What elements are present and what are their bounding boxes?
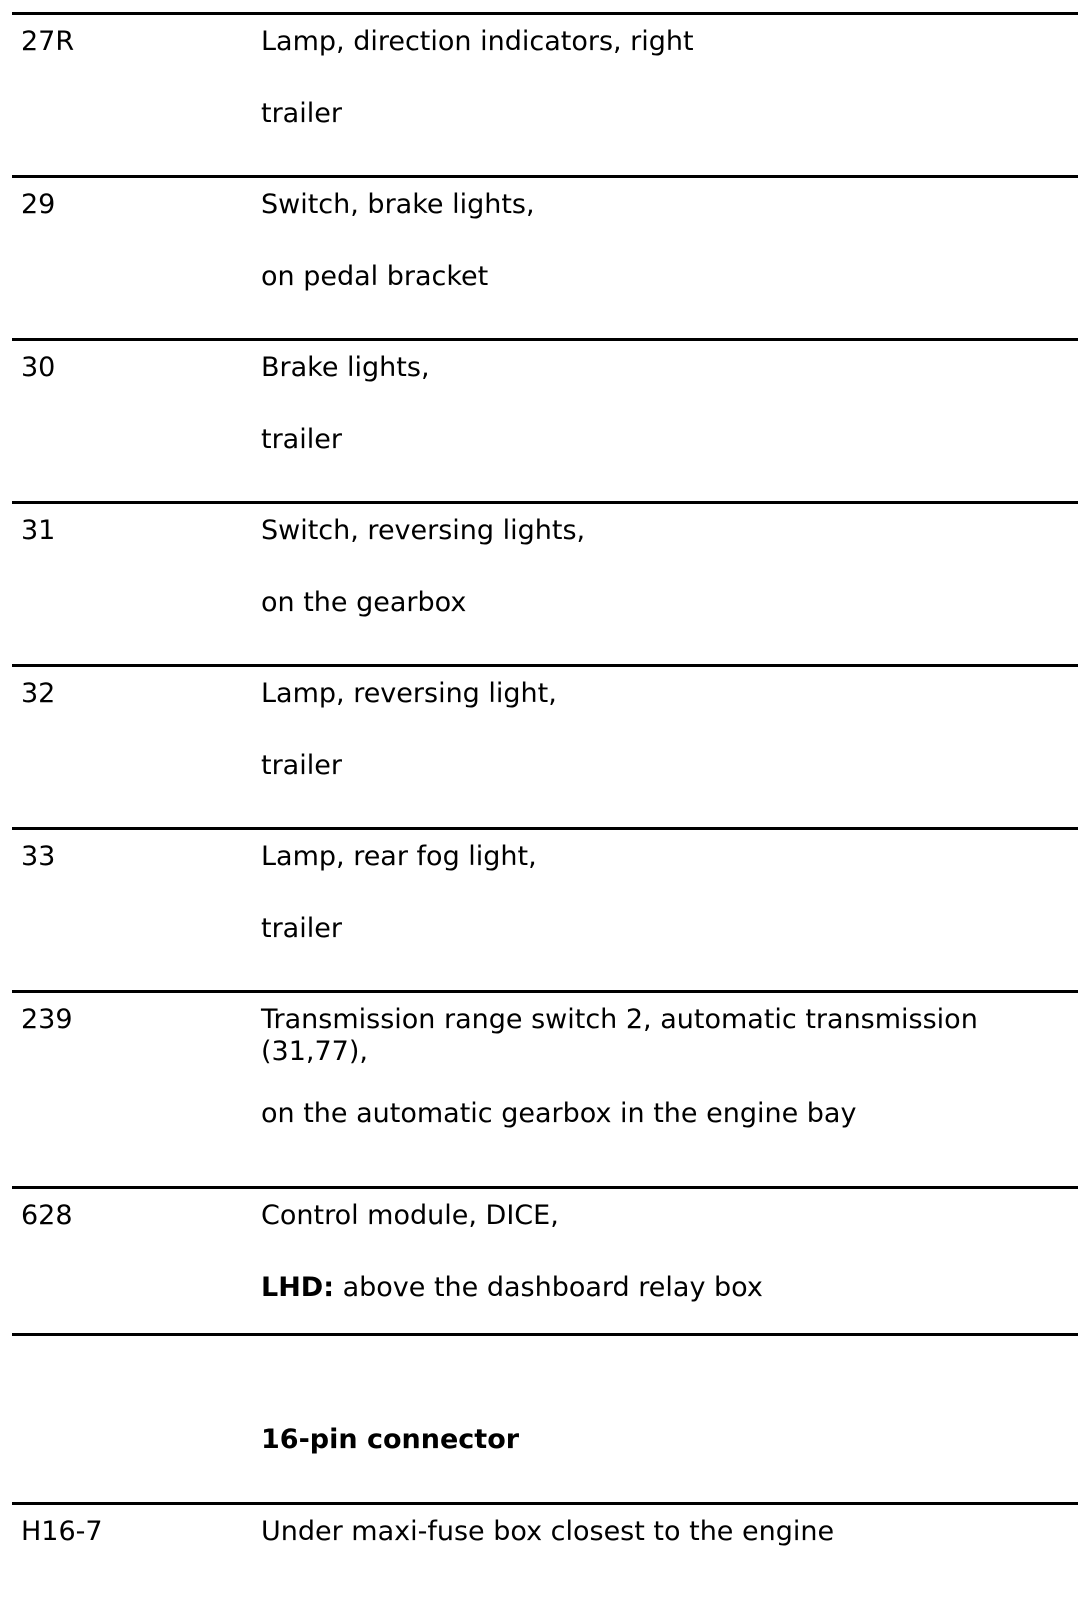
code-text: 628	[21, 1200, 73, 1231]
component-code	[12, 504, 261, 664]
lhd-label: LHD:	[261, 1272, 335, 1303]
code-text: H16-7	[21, 1516, 103, 1547]
component-description	[261, 830, 1078, 990]
location-line: trailer	[261, 913, 342, 944]
component-table	[12, 12, 1078, 1585]
location-line: trailer	[261, 98, 342, 129]
component-code	[12, 993, 261, 1186]
component-code	[12, 178, 261, 338]
code-text: 239	[21, 1004, 73, 1035]
location-line: on pedal bracket	[261, 261, 489, 292]
component-description	[261, 1189, 1078, 1333]
location-line: on the gearbox	[261, 587, 467, 618]
component-description	[261, 504, 1078, 664]
component-code	[12, 1505, 261, 1585]
table-row	[12, 827, 1078, 990]
component-code	[12, 667, 261, 827]
component-description	[261, 1505, 1078, 1585]
component-code	[12, 1189, 261, 1333]
location-line	[261, 1272, 1058, 1304]
location-line: trailer	[261, 750, 342, 781]
table-row	[12, 990, 1078, 1186]
component-description	[261, 15, 1078, 175]
table-row	[12, 12, 1078, 175]
component-description	[261, 993, 1078, 1186]
code-text: 33	[21, 841, 56, 872]
table-row	[12, 501, 1078, 664]
table-row	[12, 338, 1078, 501]
description-line: Control module, DICE,	[261, 1200, 559, 1231]
code-text: 32	[21, 678, 56, 709]
description-line: Lamp, rear fog light,	[261, 841, 537, 872]
location-line: trailer	[261, 424, 342, 455]
code-text: 27R	[21, 26, 75, 57]
code-text: 31	[21, 515, 56, 546]
table-row	[12, 1502, 1078, 1585]
component-code	[12, 15, 261, 175]
table-row	[12, 664, 1078, 827]
code-text: 29	[21, 189, 56, 220]
description-line: Transmission range switch 2, automatic transmission (31,77),	[261, 1004, 978, 1067]
code-text: 30	[21, 352, 56, 383]
description-line: Switch, reversing lights,	[261, 515, 586, 546]
section-heading: 16-pin connector	[261, 1424, 520, 1455]
component-description	[261, 178, 1078, 338]
description-line: Under maxi-fuse box closest to the engine	[261, 1516, 835, 1547]
description-line: Lamp, direction indicators, right	[261, 26, 694, 57]
component-code	[12, 341, 261, 501]
description-line: Lamp, reversing light,	[261, 678, 557, 709]
table-row	[12, 175, 1078, 338]
component-description	[261, 667, 1078, 827]
table-row	[12, 1186, 1078, 1336]
location-line: on the automatic gearbox in the engine bay	[261, 1098, 857, 1129]
component-description	[261, 341, 1078, 501]
location-text: above the dashboard relay box	[334, 1272, 763, 1303]
component-code	[12, 830, 261, 990]
description-line: Switch, brake lights,	[261, 189, 535, 220]
description-line: Brake lights,	[261, 352, 430, 383]
section-header	[12, 1336, 1078, 1502]
